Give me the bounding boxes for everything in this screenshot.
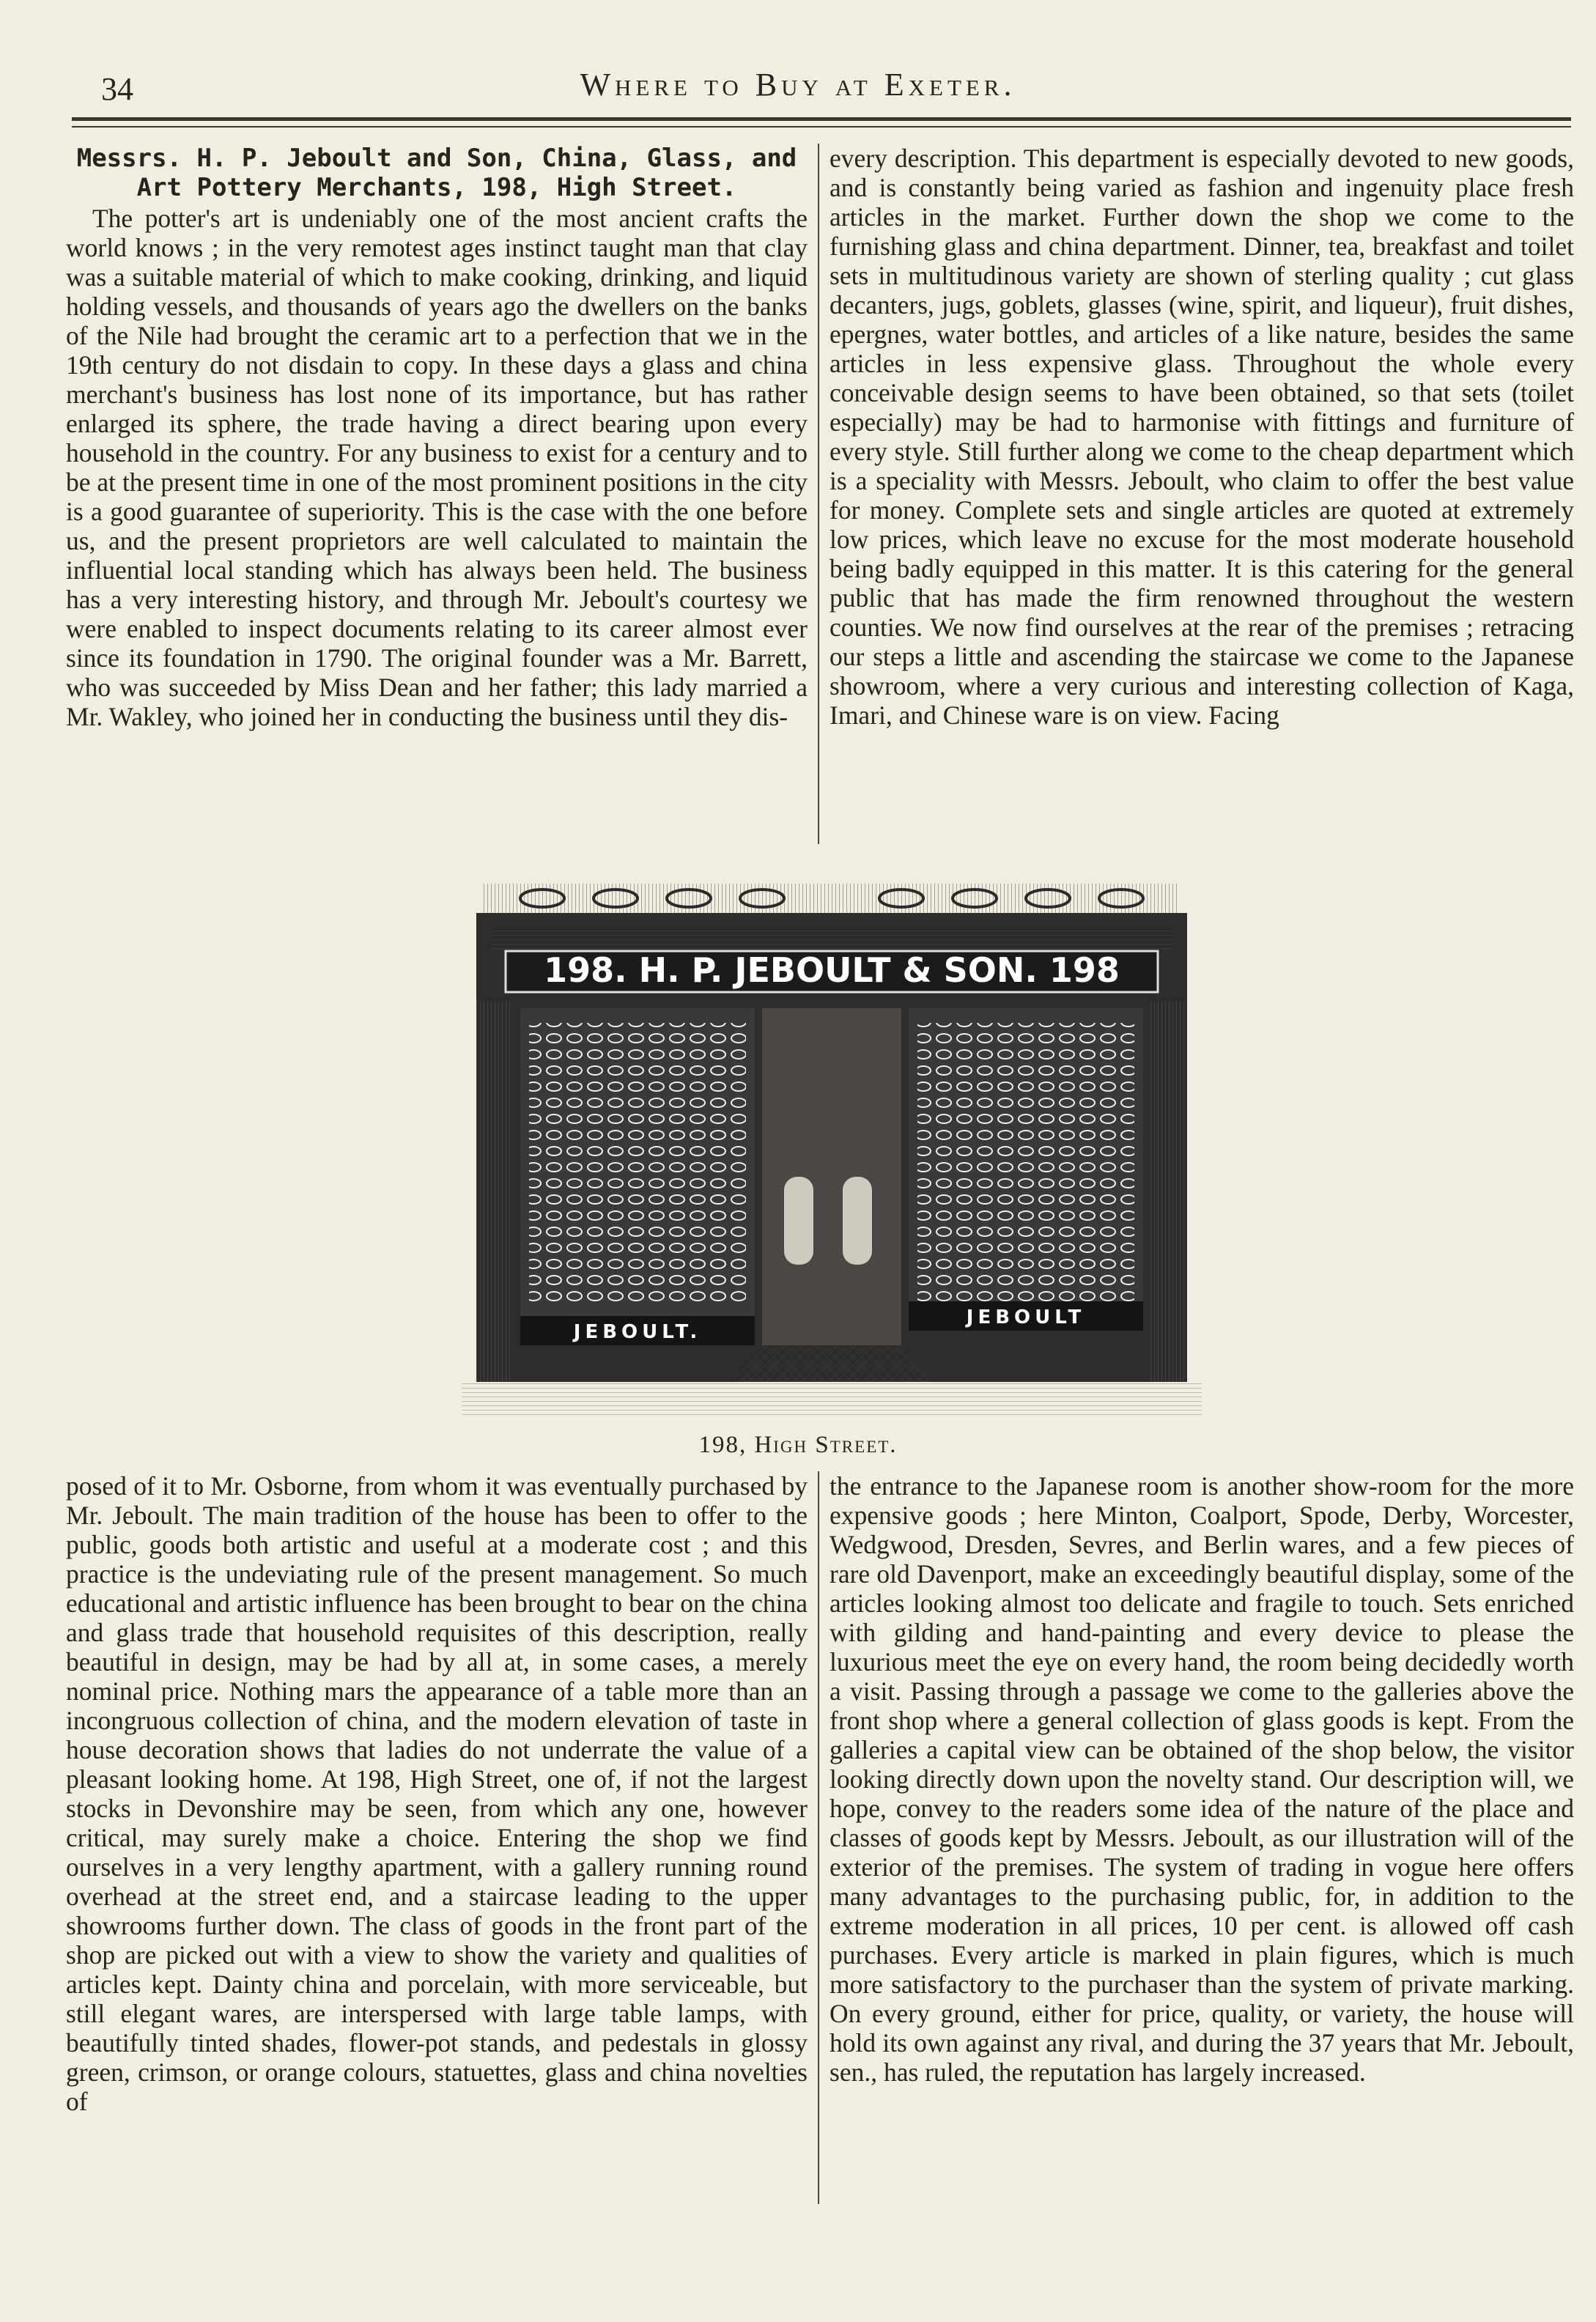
column-divider-top: [818, 144, 819, 844]
page-number: 34: [101, 71, 133, 107]
fascia-sign: 198. H. P. JEBOULT & SON. 198: [544, 950, 1120, 990]
column-divider-bottom: [818, 1471, 819, 2204]
column-top-left: [66, 144, 808, 851]
illustration-caption: 198, High Street.: [698, 1432, 898, 1458]
paragraph-top-right: every description. This department is especially devoted to new goods, and is constantly being varied as fashion and ingenuity place fresh articles in the market. Further down the shop we come to the furnishing glass and china department. Dinner, tea, breakfast and toilet sets in multitudinous variety are shown of sterling quality ; cut glass decanters, jugs, goblets, glasses (wine, spirit, and liqueur), fruit dishes, epergnes, water bottles, and articles of a like nature, besides the same articles in less expensive glass. Throughout the whole every conceivable design seems to have been obtained, so that sets (toilet especially) may be had to harmonise with fittings and furniture of every style. Still further along we come to the cheap department which is a speciality with Messrs. Jeboult, who claim to offer the best value for money. Complete sets and single articles are quoted at extremely low prices, which leave no excuse for the most moderate household being badly equipped in this matter. It is this catering for the general public that has made the firm renowned throughout the western counties. We now find ourselves at the rear of the premises ; retracing our steps a little and ascending the staircase we come to the Japanese showroom, where a very curious and interesting collection of Kaga, Imari, and Chinese ware is on view. Facing: [830, 144, 1574, 730]
column-top-right: [830, 144, 1574, 851]
paragraph-bottom-right: the entrance to the Japanese room is another show-room for the more expensive goods ; here Minton, Coalport, Spode, Derby, Worcester, Wedgwood, Dresden, Sevres, and Berlin wares, and a few pieces of rare old Davenport, make an exceedingly beautiful display, some of the articles looking almost too delicate and fragile to touch. Sets enriched with gilding and hand-painting and every device to please the luxurious meet the eye on every hand, the room being decidedly worth a visit. Passing through a passage we come to the galleries above the front shop where a general collection of glass goods is kept. From the galleries a capital view can be obtained of the shop below, the visitor looking directly down upon the novelty stand. Our description will, we hope, convey to the readers some idea of the nature of the place and classes of goods kept by Messrs. Jeboult, as our illustration will of the exterior of the premises. The system of trading in vogue here offers many advantages to the purchasing public, for, in addition to the extreme moderation in all prices, 10 per cent. is allowed off cash purchases. Every article is marked in plain figures, which is much more satisfactory to the purchaser than the system of private marking. On every ground, either for price, quality, or variety, the house will hold its own against any rival, and during the 37 years that Mr. Jeboult, sen., has ruled, the reputation has largely increased.: [830, 1471, 1574, 2087]
column-bottom-right: [830, 1471, 1574, 2211]
left-window-sign: JEBOULT.: [573, 1321, 702, 1343]
paragraph-top-left: The potter's art is undeniably one of the most ancient crafts the world knows ; in the very remotest ages instinct taught man that clay was a suitable material of which to make cooking, drinking, and liquid holding vessels, and thousands of years ago the dwellers on the banks of the Nile had brought the ceramic art to a perfection that we in the 19th century do not disdain to copy. In these days a glass and china merchant's business has lost none of its importance, but has rather enlarged its sphere, the trade having a direct bearing upon every household in the country. For any business to exist for a century and to be at the present time in one of the most prominent positions in the city is a good guarantee of superiority. This is the case with the one before us, and the present proprietors are well calculated to maintain the influential local standing which has always been held. The business has a very interesting history, and through Mr. Jeboult's courtesy we were enabled to inspect documents relating to its career almost ever since its foundation in 1790. The original founder was a Mr. Barrett, who was succeeded by Miss Dean and her father; this lady married a Mr. Wakley, who joined her in conducting the business until they dis-: [66, 204, 808, 731]
article-heading: Messrs. H. P. Jeboult and Son, China, Glass, and Art Pottery Merchants, 198, High Street.: [76, 144, 797, 202]
paragraph-bottom-left: posed of it to Mr. Osborne, from whom it was eventually purchased by Mr. Jeboult. The main tradition of the house has been to offer to the public, goods both artistic and useful at a moderate cost ; and this practice is the undeviating rule of the present management. So much educational and artistic influence has been brought to bear on the china and glass trade that household requisites of this description, really beautiful in design, may be had by all at, in some cases, a merely nominal price. Nothing mars the appearance of a table more than an incongruous collection of china, and the modern elevation of taste in house decoration shows that ladies do not underrate the value of a pleasant looking home. At 198, High Street, one of, if not the largest stocks in Devonshire may be seen, from which any one, however critical, may surely make a choice. Entering the shop we find ourselves in a very lengthy apartment, with a gallery running round overhead at the street end, and a staircase leading to the upper showrooms further down. The class of goods in the front part of the shop are picked out with a view to show the variety and qualities of articles kept. Dainty china and porcelain, with more serviceable, but still elegant wares, are interspersed with large table lamps, with beautifully tinted shades, flower-pot stands, and pedestals in glossy green, crimson, or orange colours, statuettes, glass and china novelties of: [66, 1471, 808, 2116]
shopfront-engraving: [462, 869, 1202, 1426]
running-title: Where to Buy at Exeter.: [580, 67, 1016, 103]
column-bottom-left: [66, 1471, 808, 2211]
header-rule-thin: [72, 126, 1571, 127]
header-rule-thick: [72, 117, 1571, 121]
right-window-sign: JEBOULT: [966, 1306, 1086, 1328]
